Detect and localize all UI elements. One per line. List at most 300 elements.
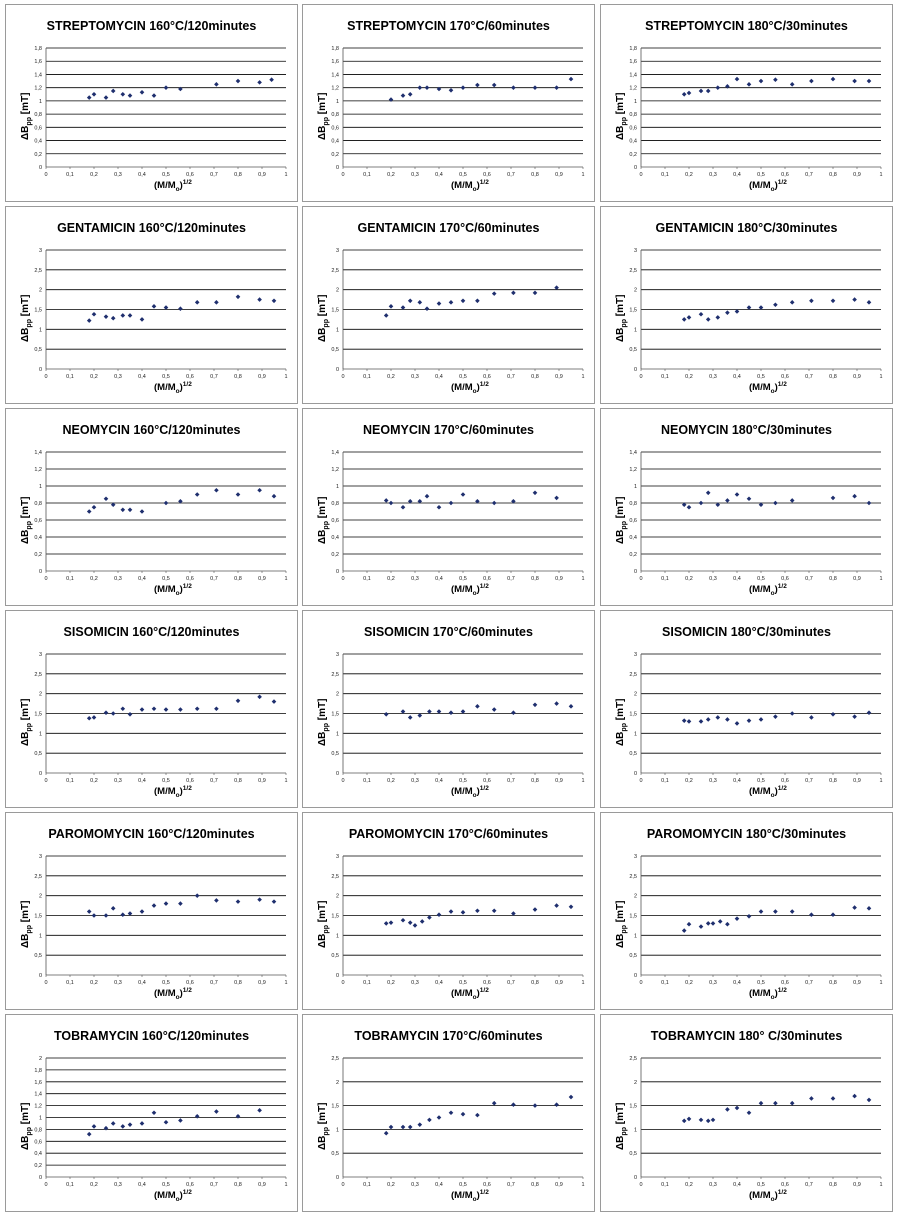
y-axis-label xyxy=(615,1102,628,1149)
y-tick-label: 0,4 xyxy=(331,535,339,541)
data-point xyxy=(104,314,109,319)
data-point xyxy=(511,291,516,296)
y-label-unit: [mT] xyxy=(20,900,31,925)
x-tick-label: 0,1 xyxy=(661,172,669,178)
chart-panel xyxy=(600,206,893,404)
x-label-main: (M/M xyxy=(451,382,473,394)
x-tick-label: 0,4 xyxy=(138,172,146,178)
y-label-symbol: ΔB xyxy=(615,1135,626,1150)
x-tick-label: 0,6 xyxy=(186,980,194,986)
data-point xyxy=(867,906,872,911)
y-tick-label: 2,5 xyxy=(34,671,42,678)
y-tick-label: 0,6 xyxy=(331,125,339,132)
data-point xyxy=(195,492,200,497)
x-tick-label: 0,2 xyxy=(685,172,693,178)
chart-panel xyxy=(600,408,893,606)
y-tick-label: 2,5 xyxy=(629,1056,637,1062)
data-point xyxy=(401,1125,406,1130)
data-point xyxy=(418,85,423,90)
x-tick-label: 0,4 xyxy=(435,576,443,582)
y-tick-label: 1,5 xyxy=(34,307,42,314)
x-tick-label: 0,1 xyxy=(363,980,371,986)
data-point xyxy=(852,79,857,84)
y-tick-label: 1,6 xyxy=(34,59,42,66)
data-point xyxy=(427,1118,432,1123)
data-point xyxy=(214,488,219,493)
x-tick-label: 0,3 xyxy=(114,980,122,986)
y-axis-label xyxy=(615,698,628,745)
plot-area xyxy=(601,207,894,405)
chart-title: SISOMICIN 180°C/30minutes xyxy=(662,625,831,639)
data-point xyxy=(178,901,183,906)
x-tick-label: 0,4 xyxy=(733,778,741,784)
x-label-subscript: o xyxy=(472,590,477,598)
x-tick-label: 0,7 xyxy=(507,980,515,986)
chart-panel xyxy=(600,1014,893,1212)
y-tick-label: 0,6 xyxy=(34,518,42,524)
data-point xyxy=(759,1101,764,1106)
x-label-subscript: o xyxy=(472,1196,477,1204)
data-point xyxy=(87,716,92,721)
data-point xyxy=(449,909,454,914)
x-tick-label: 0,4 xyxy=(733,980,741,986)
chart-panel xyxy=(5,610,298,808)
plot-area xyxy=(6,611,299,809)
x-tick-label: 0,1 xyxy=(363,576,371,582)
data-point xyxy=(475,704,480,709)
data-point xyxy=(554,85,559,90)
y-tick-label: 1 xyxy=(335,731,339,738)
chart-panel xyxy=(302,1014,595,1212)
data-point xyxy=(533,85,538,90)
x-tick-label: 0,2 xyxy=(387,576,395,582)
x-axis-label xyxy=(749,785,787,799)
y-tick-label: 0,4 xyxy=(331,138,339,145)
data-point xyxy=(809,79,814,84)
data-point xyxy=(111,906,116,911)
x-tick-label: 0,1 xyxy=(66,778,74,784)
chart-panel xyxy=(302,206,595,404)
data-point xyxy=(449,501,454,506)
data-point xyxy=(236,79,241,84)
chart-panel xyxy=(5,408,298,606)
y-label-symbol: ΔB xyxy=(615,731,626,746)
data-point xyxy=(492,707,497,712)
y-tick-label: 3 xyxy=(38,652,42,658)
data-point xyxy=(699,501,704,506)
y-label-symbol: ΔB xyxy=(317,731,328,746)
y-tick-label: 1 xyxy=(38,933,42,940)
x-tick-label: 0,3 xyxy=(114,576,122,582)
x-tick-label: 0,8 xyxy=(829,778,837,784)
y-label-subscript: pp xyxy=(621,722,628,732)
y-tick-label: 0,5 xyxy=(331,1151,339,1158)
x-tick-label: 0,7 xyxy=(210,576,218,582)
data-point xyxy=(492,83,497,88)
data-point xyxy=(735,492,740,497)
x-tick-label: 0,3 xyxy=(114,374,122,380)
y-tick-label: 0,6 xyxy=(629,518,637,524)
data-point xyxy=(140,90,145,95)
y-label-unit: [mT] xyxy=(615,496,626,521)
y-label-symbol: ΔB xyxy=(317,933,328,948)
x-tick-label: 0,9 xyxy=(555,980,563,986)
x-tick-label: 0,5 xyxy=(459,980,467,986)
y-tick-label: 0,8 xyxy=(34,112,42,119)
y-label-unit: [mT] xyxy=(317,900,328,925)
chart-title: GENTAMICIN 160°C/120minutes xyxy=(57,221,246,235)
x-label-subscript: o xyxy=(175,186,180,194)
data-point xyxy=(214,898,219,903)
y-label-subscript: pp xyxy=(26,722,33,732)
x-tick-label: 0,9 xyxy=(853,980,861,986)
data-point xyxy=(725,1107,730,1112)
data-point xyxy=(706,317,711,322)
x-tick-label: 1 xyxy=(581,576,585,582)
data-point xyxy=(128,93,133,98)
plot-area xyxy=(303,207,596,405)
data-point xyxy=(425,85,430,90)
y-tick-label: 3 xyxy=(38,248,42,254)
data-point xyxy=(716,85,721,90)
data-point xyxy=(852,905,857,910)
data-point xyxy=(257,488,262,493)
data-point xyxy=(152,93,157,98)
y-tick-label: 0,2 xyxy=(34,552,42,558)
x-tick-label: 0,7 xyxy=(210,1182,218,1188)
data-point xyxy=(511,710,516,715)
data-point xyxy=(408,1125,413,1130)
data-point xyxy=(831,77,836,82)
y-label-unit: [mT] xyxy=(317,92,328,117)
x-label-main: (M/M xyxy=(451,786,473,798)
x-tick-label: 0,4 xyxy=(733,172,741,178)
x-label-superscript: 1/2 xyxy=(777,583,787,590)
x-label-main: (M/M xyxy=(749,584,771,596)
data-point xyxy=(87,95,92,100)
y-tick-label: 1,2 xyxy=(331,85,339,92)
y-tick-label: 1,5 xyxy=(331,913,339,920)
y-label-unit: [mT] xyxy=(317,698,328,723)
y-tick-label: 2 xyxy=(38,691,42,698)
x-tick-label: 0,1 xyxy=(661,576,669,582)
x-tick-label: 0,3 xyxy=(709,576,717,582)
x-tick-label: 0,6 xyxy=(483,778,491,784)
y-tick-label: 1,5 xyxy=(331,1103,339,1110)
x-tick-label: 0,5 xyxy=(757,778,765,784)
y-tick-label: 1,4 xyxy=(629,72,637,79)
x-tick-label: 0,4 xyxy=(138,374,146,380)
x-tick-label: 0,9 xyxy=(555,778,563,784)
x-tick-label: 0,8 xyxy=(531,576,539,582)
x-tick-label: 0 xyxy=(341,778,345,784)
data-point xyxy=(384,498,389,503)
x-axis-label xyxy=(154,179,192,193)
x-tick-label: 0,6 xyxy=(186,778,194,784)
y-label-subscript: pp xyxy=(323,520,330,530)
data-point xyxy=(569,704,574,709)
chart-title: STREPTOMYCIN 180°C/30minutes xyxy=(645,19,848,33)
y-tick-label: 0,2 xyxy=(331,552,339,558)
x-tick-label: 0 xyxy=(44,576,48,582)
x-tick-label: 1 xyxy=(581,1182,585,1188)
x-tick-label: 1 xyxy=(879,576,883,582)
y-tick-label: 0,2 xyxy=(629,151,637,158)
y-tick-label: 0 xyxy=(38,165,42,171)
data-point xyxy=(272,494,277,499)
data-point xyxy=(706,1119,711,1124)
chart-panel xyxy=(5,812,298,1010)
data-point xyxy=(164,707,169,712)
x-tick-label: 0,5 xyxy=(459,172,467,178)
data-point xyxy=(831,496,836,501)
y-axis-label xyxy=(317,900,330,947)
y-label-unit: [mT] xyxy=(20,92,31,117)
y-tick-label: 0,5 xyxy=(629,1151,637,1158)
y-tick-label: 1,4 xyxy=(34,1091,42,1098)
data-point xyxy=(867,300,872,305)
chart-panel xyxy=(600,812,893,1010)
x-axis-label xyxy=(451,1189,489,1203)
x-tick-label: 1 xyxy=(879,1182,883,1188)
data-point xyxy=(140,1121,145,1126)
data-point xyxy=(725,310,730,315)
y-tick-label: 1,4 xyxy=(34,450,42,456)
y-label-subscript: pp xyxy=(323,722,330,732)
y-axis-label xyxy=(317,496,330,543)
y-tick-label: 1 xyxy=(633,731,637,738)
y-label-symbol: ΔB xyxy=(317,125,328,140)
data-point xyxy=(87,509,92,514)
data-point xyxy=(773,501,778,506)
data-point xyxy=(140,909,145,914)
x-tick-label: 1 xyxy=(581,172,585,178)
data-point xyxy=(475,908,480,913)
chart-panel xyxy=(5,1014,298,1212)
plot-area xyxy=(303,813,596,1011)
data-point xyxy=(437,301,442,306)
x-label-close: ) xyxy=(774,1190,778,1202)
x-tick-label: 0,2 xyxy=(90,576,98,582)
data-point xyxy=(759,909,764,914)
data-point xyxy=(687,91,692,96)
data-point xyxy=(413,923,418,928)
x-tick-label: 0,9 xyxy=(555,1182,563,1188)
data-point xyxy=(492,1101,497,1106)
data-point xyxy=(121,508,126,513)
y-tick-label: 1,4 xyxy=(331,72,339,79)
x-tick-label: 0,6 xyxy=(483,374,491,380)
x-tick-label: 0,5 xyxy=(459,1182,467,1188)
data-point xyxy=(687,315,692,320)
y-tick-label: 0 xyxy=(633,771,637,777)
chart-panel xyxy=(302,408,595,606)
data-point xyxy=(128,1122,133,1127)
y-label-unit: [mT] xyxy=(615,1102,626,1127)
data-point xyxy=(773,1101,778,1106)
chart-title: GENTAMICIN 170°C/60minutes xyxy=(357,221,540,235)
data-point xyxy=(699,312,704,317)
data-point xyxy=(735,1106,740,1111)
y-tick-label: 3 xyxy=(633,652,637,658)
y-tick-label: 2,5 xyxy=(629,267,637,274)
x-tick-label: 0,7 xyxy=(210,778,218,784)
x-tick-label: 0 xyxy=(44,778,48,784)
y-axis-label xyxy=(615,294,628,341)
y-label-subscript: pp xyxy=(323,924,330,934)
data-point xyxy=(236,699,241,704)
x-tick-label: 0,4 xyxy=(435,980,443,986)
plot-area xyxy=(601,5,894,203)
x-label-subscript: o xyxy=(770,590,775,598)
x-tick-label: 0,8 xyxy=(234,980,242,986)
chart-panel xyxy=(5,4,298,202)
x-tick-label: 0,8 xyxy=(829,980,837,986)
x-label-subscript: o xyxy=(175,590,180,598)
y-tick-label: 0 xyxy=(335,367,339,373)
data-point xyxy=(401,505,406,510)
x-tick-label: 0,2 xyxy=(387,374,395,380)
data-point xyxy=(492,908,497,913)
data-point xyxy=(418,1122,423,1127)
x-axis-label xyxy=(749,987,787,1001)
x-tick-label: 0,7 xyxy=(805,172,813,178)
data-point xyxy=(164,1120,169,1125)
x-tick-label: 0,7 xyxy=(805,980,813,986)
data-point xyxy=(533,702,538,707)
x-tick-label: 0,7 xyxy=(805,374,813,380)
data-point xyxy=(747,496,752,501)
x-label-main: (M/M xyxy=(451,584,473,596)
data-point xyxy=(420,919,425,924)
y-label-subscript: pp xyxy=(621,116,628,126)
y-tick-label: 0,5 xyxy=(331,751,339,758)
x-tick-label: 0,1 xyxy=(66,172,74,178)
data-point xyxy=(809,1096,814,1101)
x-axis-label xyxy=(451,987,489,1001)
y-tick-label: 1,5 xyxy=(34,711,42,718)
data-point xyxy=(533,291,538,296)
y-tick-label: 2,5 xyxy=(331,267,339,274)
x-tick-label: 0,6 xyxy=(781,576,789,582)
y-axis-label xyxy=(615,496,628,543)
data-point xyxy=(699,719,704,724)
x-tick-label: 0,8 xyxy=(234,172,242,178)
data-point xyxy=(87,909,92,914)
x-tick-label: 0,2 xyxy=(90,1182,98,1188)
data-point xyxy=(104,913,109,918)
x-tick-label: 0,6 xyxy=(781,778,789,784)
data-point xyxy=(711,921,716,926)
y-tick-label: 0 xyxy=(633,367,637,373)
x-label-superscript: 1/2 xyxy=(479,583,489,590)
y-label-symbol: ΔB xyxy=(615,529,626,544)
x-tick-label: 0,8 xyxy=(531,980,539,986)
x-tick-label: 0,8 xyxy=(829,1182,837,1188)
x-tick-label: 0,1 xyxy=(363,374,371,380)
x-label-superscript: 1/2 xyxy=(182,1189,192,1196)
x-tick-label: 0,8 xyxy=(829,172,837,178)
data-point xyxy=(687,505,692,510)
x-tick-label: 1 xyxy=(879,374,883,380)
x-tick-label: 0,7 xyxy=(805,1182,813,1188)
x-label-superscript: 1/2 xyxy=(182,179,192,186)
data-point xyxy=(461,298,466,303)
y-tick-label: 3 xyxy=(633,854,637,860)
y-tick-label: 1 xyxy=(633,1127,637,1134)
data-point xyxy=(759,717,764,722)
y-tick-label: 3 xyxy=(38,854,42,860)
y-tick-label: 0 xyxy=(335,771,339,777)
x-label-subscript: o xyxy=(770,1196,775,1204)
y-axis-label xyxy=(317,294,330,341)
data-point xyxy=(511,85,516,90)
plot-area xyxy=(6,207,299,405)
data-point xyxy=(384,313,389,318)
y-label-unit: [mT] xyxy=(20,294,31,319)
y-label-symbol: ΔB xyxy=(317,1135,328,1150)
x-label-close: ) xyxy=(476,1190,480,1202)
x-tick-label: 0,2 xyxy=(387,1182,395,1188)
data-point xyxy=(759,79,764,84)
data-point xyxy=(92,92,97,97)
y-tick-label: 0 xyxy=(335,1175,339,1181)
x-tick-label: 0,4 xyxy=(435,374,443,380)
x-label-main: (M/M xyxy=(451,988,473,1000)
x-tick-label: 0,3 xyxy=(709,172,717,178)
x-label-main: (M/M xyxy=(154,786,176,798)
data-point xyxy=(699,1118,704,1123)
x-tick-label: 0,5 xyxy=(757,980,765,986)
data-point xyxy=(461,1112,466,1117)
y-tick-label: 1 xyxy=(633,98,637,105)
y-axis-label xyxy=(20,1102,33,1149)
y-tick-label: 1 xyxy=(633,933,637,940)
plot-area xyxy=(6,813,299,1011)
x-tick-label: 0,9 xyxy=(258,576,266,582)
y-tick-label: 0,5 xyxy=(34,751,42,758)
y-tick-label: 1,2 xyxy=(331,467,339,473)
data-point xyxy=(152,1110,157,1115)
data-point xyxy=(257,80,262,85)
y-tick-label: 0 xyxy=(38,569,42,575)
y-tick-label: 1 xyxy=(38,98,42,105)
y-tick-label: 0,5 xyxy=(34,347,42,354)
data-point xyxy=(831,712,836,717)
x-label-close: ) xyxy=(179,382,183,394)
x-tick-label: 1 xyxy=(879,778,883,784)
x-tick-label: 0,7 xyxy=(507,374,515,380)
y-tick-label: 2,5 xyxy=(629,873,637,880)
data-point xyxy=(747,82,752,87)
x-tick-label: 0,4 xyxy=(435,1182,443,1188)
data-point xyxy=(389,1125,394,1130)
data-point xyxy=(236,899,241,904)
x-axis-label xyxy=(154,381,192,395)
y-label-unit: [mT] xyxy=(20,1102,31,1127)
x-tick-label: 0,1 xyxy=(661,778,669,784)
x-axis-label xyxy=(451,381,489,395)
data-point xyxy=(449,88,454,93)
x-tick-label: 1 xyxy=(581,374,585,380)
x-label-superscript: 1/2 xyxy=(182,583,192,590)
data-point xyxy=(867,501,872,506)
y-tick-label: 1 xyxy=(38,731,42,738)
y-tick-label: 2,5 xyxy=(331,873,339,880)
plot-area xyxy=(303,1015,596,1213)
x-label-close: ) xyxy=(179,584,183,596)
x-tick-label: 0,1 xyxy=(66,980,74,986)
